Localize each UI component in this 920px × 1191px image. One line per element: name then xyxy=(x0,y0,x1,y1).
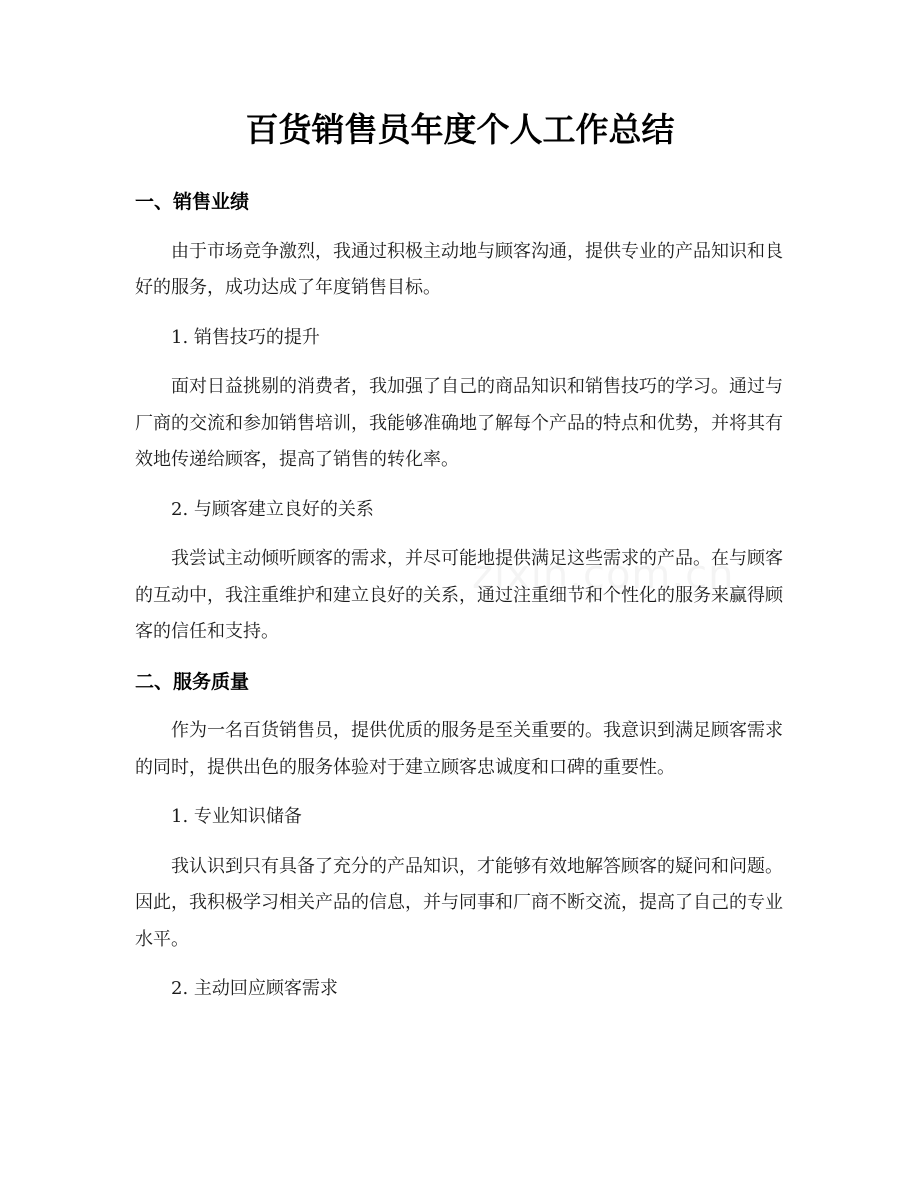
page-title: 百货销售员年度个人工作总结 xyxy=(245,110,675,149)
subsection-heading-customer-needs: 2. 主动回应顾客需求 xyxy=(171,978,338,999)
section-heading-service: 二、服务质量 xyxy=(135,670,250,693)
section-heading-sales: 一、销售业绩 xyxy=(135,191,250,213)
subsection-heading-knowledge: 1. 专业知识储备 xyxy=(171,806,302,827)
subsection-sales-skills-body: 面对日益挑剔的消费者，我加强了自己的商品知识和销售技巧的学习。通过与厂商的交流和参加销售培训，我能够准确地了解每个产品的特点和优势，并将其有效地传递给顾客，提高了销售的转化率。 xyxy=(135,376,783,470)
section-service-intro: 作为一名百货销售员，提供优质的服务是至关重要的。我意识到满足顾客需求的同时，提供出色的服务体验对于建立顾客忠诚度和口碑的重要性。 xyxy=(135,720,783,778)
subsection-heading-sales-skills: 1. 销售技巧的提升 xyxy=(171,326,320,348)
document-body xyxy=(135,110,785,1021)
section-sales-intro: 由于市场竞争激烈，我通过积极主动地与顾客沟通，提供专业的产品知识和良好的服务，成功达成了年度销售目标。 xyxy=(135,240,783,298)
subsection-heading-customer-relations: 2. 与顾客建立良好的关系 xyxy=(171,498,374,520)
subsection-knowledge-body: 我认识到只有具备了充分的产品知识，才能够有效地解答顾客的疑问和问题。因此，我积极学习相关产品的信息，并与同事和厂商不断交流，提高了自己的专业水平。 xyxy=(135,855,783,950)
subsection-customer-relations-body: 我尝试主动倾听顾客的需求，并尽可能地提供满足这些需求的产品。在与顾客的互动中，我注重维护和建立良好的关系，通过注重细节和个性化的服务来赢得顾客的信任和支持。 xyxy=(135,548,783,642)
